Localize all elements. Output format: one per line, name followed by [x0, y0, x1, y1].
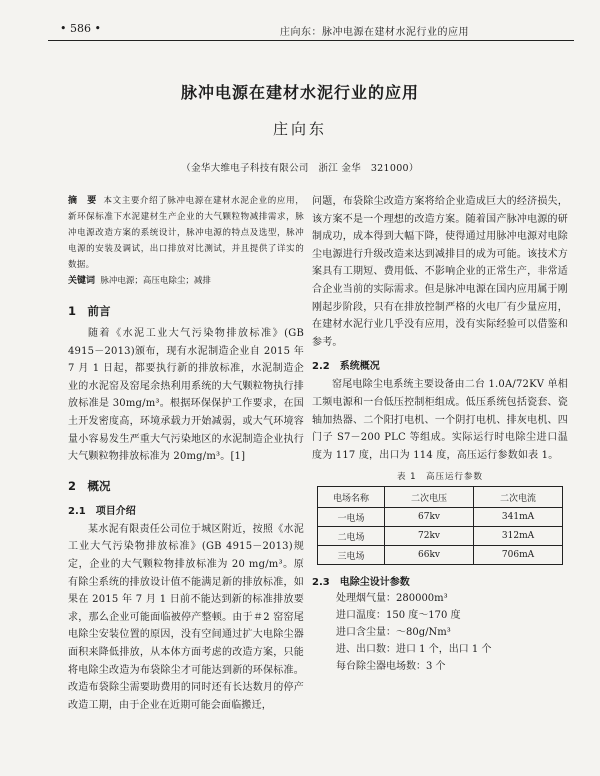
list-item: 处理烟气量：280000m³ — [336, 593, 448, 605]
subsection-heading-project: 2.1 项目介绍 — [68, 505, 136, 517]
table-cell: 一电场 — [318, 508, 385, 527]
table-cell: 341mA — [474, 508, 563, 527]
subsection-heading-system: 2.2 系统概况 — [312, 361, 380, 373]
left-column — [68, 193, 304, 714]
table-row — [318, 508, 563, 527]
running-title: 庄向东：脉冲电源在建材水泥行业的应用 — [280, 27, 469, 38]
abstract-text: 本文主要介绍了脉冲电源在建材水泥企业的应用，新环保标准下水泥建材生产企业的大气颗粒物减排需求，脉冲电源改造方案的系统设计，脉冲电源的特点及选型，脉冲电源的安装及调试，出口排放对比测试，并且提供了详实的数据。 — [68, 196, 304, 270]
table-cell: 706mA — [474, 546, 563, 565]
section-heading-overview: 2 概况 — [68, 478, 111, 493]
article-title: 脉冲电源在建材水泥行业的应用 — [180, 83, 419, 102]
header-rule — [48, 40, 574, 41]
keywords — [68, 273, 304, 289]
table-cell: 二电场 — [318, 527, 385, 546]
table-cell: 三电场 — [318, 546, 385, 565]
right-column — [312, 193, 568, 675]
list-item: 每台除尘器电场数：3 个 — [336, 661, 446, 673]
table-cell: 72kv — [385, 527, 474, 546]
keywords-label: 关键词 — [68, 276, 96, 286]
section-heading-intro: 1 前言 — [68, 304, 111, 318]
abstract — [68, 193, 304, 273]
article-author: 庄向东 — [272, 120, 327, 138]
parameters-table — [317, 486, 563, 565]
table-header-cell: 电场名称 — [318, 487, 385, 508]
table-cell: 312mA — [474, 527, 563, 546]
author-affiliation: （金华大维电子科技有限公司 浙江 金华 321000） — [181, 163, 419, 174]
design-parameter-list — [312, 590, 568, 675]
project-paragraph-continued: 问题，布袋除尘改造方案将给企业造成巨大的经济损失，该方案不是一个理想的改造方案。随着国产脉冲电源的研制成功，成本得到大幅下降，使得通过用脉冲电源对电除尘电源进行升级改造来达到减排目的成为可能。该技术方案具有工期短、费用低、不影响企业的正常生产，非常适合企业当前的实际需求。但是脉冲电源在国内应用属于刚刚起步阶段，只有在排放控制严格的火电厂有少量应用，在建材水泥行业几乎没有应用，没有实际经验可以借鉴和参考。 — [312, 196, 568, 348]
table-caption: 表 1 高压运行参数 — [396, 472, 484, 483]
table-header-row — [318, 487, 563, 508]
page-number: • 586 • — [60, 22, 101, 35]
keywords-text: 脉冲电源；高压电除尘；减排 — [100, 276, 211, 286]
abstract-label: 摘 要 — [68, 196, 97, 206]
table-cell: 66kv — [385, 546, 474, 565]
project-paragraph: 某水泥有限责任公司位于城区附近，按照《水泥工业大气污染物排放标准》(GB 4915－2013)规定，企业的大气颗粒物排放标准为 20 mg/m³。原有除尘系统的排放设计值不能满足新的排放标准，如果在 2015 年 7 月 1 日前不能达到新的标准排放要求，那么企业可能面临被停产整顿。由于＃2 窑窑尾电除尘安装位置的原因，没有空间通过扩大电除尘器面积来降低排放，从本体方面考虑的改造方案，只能将电除尘改造为布袋除尘才可能达到新的环保标准。改造布袋除尘需要助费用的同时还有长达数月的停产改造工期，由于企业在近期可能会面临搬迁， — [68, 523, 304, 711]
list-item: 进口含尘量：～80g/Nm³ — [336, 627, 451, 639]
table-header-cell: 二次电压 — [385, 487, 474, 508]
subsection-heading-design: 2.3 电除尘设计参数 — [312, 577, 410, 589]
list-item: 进、出口数：进口 1 个，出口 1 个 — [336, 644, 492, 656]
table-row — [318, 527, 563, 546]
running-header — [48, 22, 574, 40]
table-cell: 67kv — [385, 508, 474, 527]
table-header-cell: 二次电流 — [474, 487, 563, 508]
intro-paragraph: 随着《水泥工业大气污染物排放标准》(GB 4915－2013)颁布，现有水泥制造企业自 2015 年 7 月 1 日起，都要执行新的排放标准，水泥制造企业的水泥窑及窑尾余热利用系统的大气颗粒物执行排放标准是 30mg/m³。根据环保保护工作要求，在国土开发密度高，环境承载力开始减弱，或大气环境容量小容易发生严重大气污染地区的水泥制造企业执行大气颗粒物排放标准为 20mg/m³。[1] — [68, 328, 304, 463]
list-item: 进口温度：150 度～170 度 — [336, 610, 461, 622]
table-row — [318, 546, 563, 565]
system-paragraph: 窑尾电除尘电系统主要设备由二台 1.0A/72KV 单相工频电源和一台低压控制柜组成。低压系统包括瓷套、瓷轴加热器、二个阳打电机、一个阴打电机、排灰电机、四门子 S7－200 PLC 等组成。实际运行时电除尘进口温度为 117 度，出口为 114 度，高压运行参数如表 1。 — [312, 379, 568, 461]
